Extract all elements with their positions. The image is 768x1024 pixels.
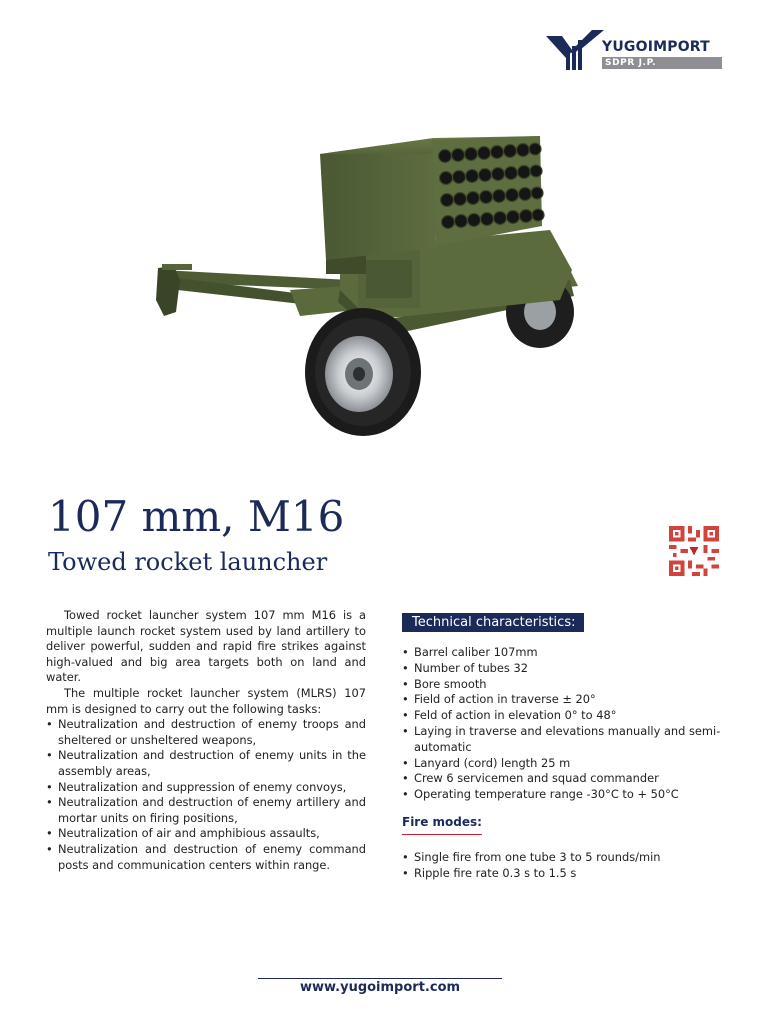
list-item: • Barrel caliber 107mm (402, 645, 724, 661)
list-item: • Operating temperature range -30°C to + 50°C (402, 787, 724, 803)
logo-subbrand-text: SDPR J.P. (605, 58, 657, 68)
company-logo (544, 30, 724, 72)
logo-brand-text: YUGOIMPORT (602, 39, 710, 55)
tasks-list (46, 717, 366, 873)
list-item: • Neutralization and suppression of enemy convoys, (46, 780, 366, 796)
list-item: • Lanyard (cord) length 25 m (402, 756, 724, 772)
list-item: • Neutralization and destruction of enemy command posts and communication centers within range. (46, 842, 366, 873)
description-column (46, 608, 366, 873)
rocket-launcher-illustration (140, 130, 600, 450)
technical-characteristics-heading: Technical characteristics: (402, 613, 584, 632)
list-item: • Neutralization of air and amphibious assaults, (46, 826, 366, 842)
fire-modes-heading: Fire modes: (402, 815, 482, 835)
intro-paragraph: Towed rocket launcher system 107 mm M16 is a multiple launch rocket system used by land artillery to deliver powerful, sudden and rapid fire strikes against high-valued and big area targets both on land and water. (46, 608, 366, 685)
tasks-intro-paragraph: The multiple rocket launcher system (MLRS) 107 mm is designed to carry out the following tasks: (46, 685, 366, 716)
technical-characteristics-list (402, 645, 724, 803)
list-item: • Number of tubes 32 (402, 661, 724, 677)
list-item: • Neutralization and destruction of enemy units in the assembly areas, (46, 748, 366, 779)
list-item: • Crew 6 servicemen and squad commander (402, 771, 724, 787)
logo-subbrand-bar (602, 57, 722, 69)
logo-mark-icon (544, 30, 604, 72)
list-item: • Bore smooth (402, 677, 724, 693)
list-item: • Single fire from one tube 3 to 5 rounds/min (402, 850, 724, 866)
list-item: • Field of action in traverse ± 20° (402, 692, 724, 708)
list-item: • Feld of action in elevation 0° to 48° (402, 708, 724, 724)
specifications-column (402, 613, 724, 881)
product-subtitle: Towed rocket launcher (48, 548, 328, 576)
website-link[interactable]: www.yugoimport.com (299, 980, 461, 995)
list-item: • Laying in traverse and elevations manually and semi-automatic (402, 724, 724, 756)
list-item: • Neutralization and destruction of enemy artillery and mortar units on firing positions, (46, 795, 366, 826)
product-title: 107 mm, M16 (48, 492, 345, 541)
list-item: • Ripple fire rate 0.3 s to 1.5 s (402, 866, 724, 882)
fire-modes-list (402, 850, 724, 882)
list-item: • Neutralization and destruction of enemy troops and sheltered or unsheltered weapons, (46, 717, 366, 748)
qr-code-icon[interactable] (668, 526, 720, 576)
